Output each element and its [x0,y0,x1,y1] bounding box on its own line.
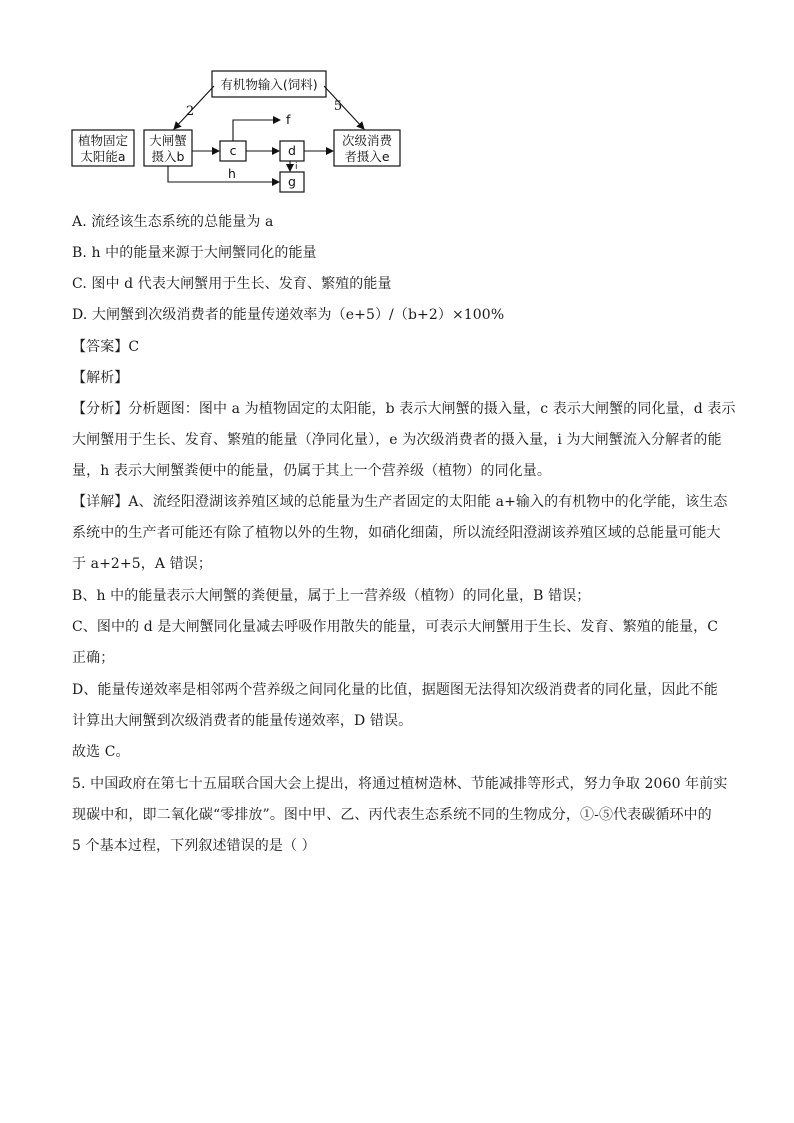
analysis-line: D、能量传递效率是相邻两个营养级之间同化量的比值，据题图无法得知次级消费者的同化量，因此不能 [72,682,718,698]
box-e-line2: 者摄入e [344,149,390,164]
box-b-line2: 摄入b [151,149,185,164]
arrow-b-to-g [168,166,279,182]
question5-line: 现碳中和，即二氧化碳“零排放”。图中甲、乙、丙代表生态系统不同的生物成分，①-⑤代表碳循环中的 [72,807,712,823]
label-f: f [286,112,291,127]
option-d: D. 大闸蟹到次级消费者的能量传递效率为（e+5）/（b+2）×100% [72,307,505,323]
box-g-label: g [288,174,296,189]
energy-flow-diagram [66,66,406,201]
box-b-line1: 大闸蟹 [149,133,187,148]
option-a: A. 流经该生态系统的总能量为 a [72,214,274,230]
box-organic-input-label: 有机物输入(饲料) [220,77,318,92]
analysis-line: 于 a+2+5，A 错误； [72,556,212,572]
analysis-line: 【分析】分析题图：图中 a 为植物固定的太阳能，b 表示大闸蟹的摄入量，c 表示大闸蟹的同化量，d 表示 [72,401,736,417]
answer-line: 【答案】C [72,339,140,355]
box-d-label: d [288,143,296,158]
arrow-c-to-f [233,120,280,141]
arrow-left-number: 2 [185,104,195,119]
analysis-line: B、h 中的能量表示大闸蟹的粪便量，属于上一营养级（植物）的同化量，B 错误； [72,588,591,604]
analysis-line: 故选 C。 [72,744,130,760]
analysis-heading: 【解析】 [72,370,129,386]
option-c: C. 图中 d 代表大闸蟹用于生长、发育、繁殖的能量 [72,276,392,292]
analysis-line: 大闸蟹用于生长、发育、繁殖的能量（净同化量），e 为次级消费者的摄入量，i 为大闸蟹流入分解者的能 [72,432,722,448]
box-c-label: c [229,143,237,158]
analysis-line: C、图中的 d 是大闸蟹同化量减去呼吸作用散失的能量，可表示大闸蟹用于生长、发育、繁殖的能量，C [72,619,719,635]
arrow-input-to-consumer [324,86,364,129]
box-a-line2: 太阳能a [80,149,126,164]
question5-line: 5. 中国政府在第七十五届联合国大会上提出，将通过植树造林、节能减排等形式，努力争取 2060 年前实 [72,776,728,792]
option-b: B. h 中的能量来源于大闸蟹同化的能量 [72,245,317,261]
box-e-line1: 次级消费 [341,133,393,148]
question5-line: 5 个基本过程，下列叙述错误的是（ ） [72,838,316,854]
label-i: i [295,162,298,172]
arrow-right-number: 5 [333,99,343,114]
analysis-line: 正确； [72,650,115,666]
box-a-line1: 植物固定 [77,133,129,148]
analysis-line: 计算出大闸蟹到次级消费者的能量传递效率，D 错误。 [72,713,413,729]
analysis-line: 【详解】A、流经阳澄湖该养殖区域的总能量为生产者固定的太阳能 a+输入的有机物中的化学能，该生态 [72,494,728,510]
analysis-line: 量，h 表示大闸蟹粪便中的能量，仍属于其上一个营养级（植物）的同化量。 [72,463,551,479]
label-h: h [228,166,236,181]
energy-flow-svg [66,66,406,201]
analysis-line: 系统中的生产者可能还有除了植物以外的生物，如硝化细菌，所以流经阳澄湖该养殖区域的总能量可能大 [72,525,721,541]
